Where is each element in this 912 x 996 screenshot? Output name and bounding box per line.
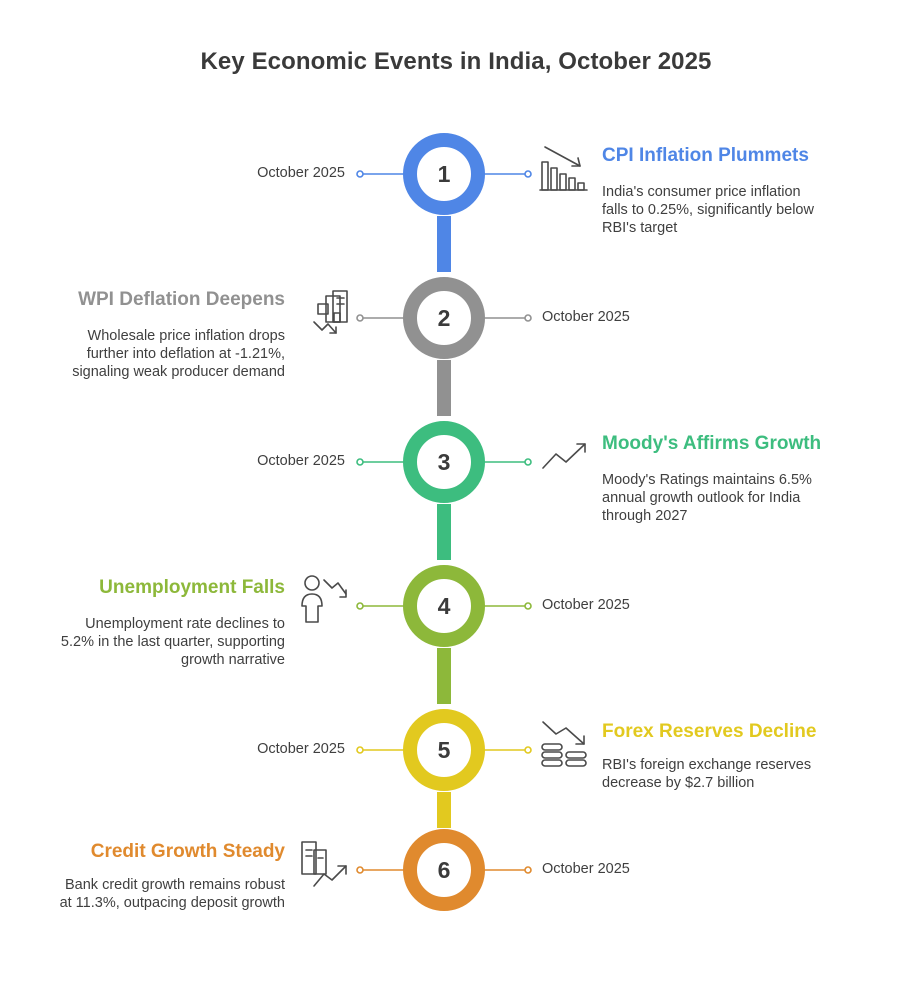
event-4-title: Unemployment Falls bbox=[99, 577, 285, 598]
step-ring-3 bbox=[410, 428, 478, 496]
step-ring-1 bbox=[410, 140, 478, 208]
event-5-description: RBI's foreign exchange reserves decrease by $2.7 billion bbox=[602, 757, 812, 791]
event-6-date: October 2025 bbox=[542, 861, 630, 877]
event-6-title: Credit Growth Steady bbox=[90, 841, 285, 862]
event-6-description: Bank credit growth remains robust at 11.3%, outpacing deposit growth bbox=[59, 877, 285, 911]
step-number-6: 6 bbox=[437, 857, 451, 883]
event-2-title: WPI Deflation Deepens bbox=[78, 289, 285, 310]
page-title: Key Economic Events in India, October 2025 bbox=[200, 48, 712, 75]
event-5-title: Forex Reserves Decline bbox=[602, 721, 817, 742]
coins-declining-icon bbox=[542, 722, 586, 766]
trend-up-icon bbox=[543, 444, 585, 468]
step-number-4: 4 bbox=[437, 593, 451, 619]
event-3-date: October 2025 bbox=[257, 453, 345, 469]
spine-segment-2 bbox=[437, 360, 451, 416]
bar-chart-declining-icon bbox=[540, 147, 587, 190]
event-2-date: October 2025 bbox=[542, 309, 630, 325]
spine-segment-4 bbox=[437, 648, 451, 704]
step-ring-5 bbox=[410, 716, 478, 784]
buildings-declining-icon bbox=[314, 291, 347, 333]
event-1-date: October 2025 bbox=[257, 165, 345, 181]
event-4-date: October 2025 bbox=[542, 597, 630, 613]
event-5-date: October 2025 bbox=[257, 741, 345, 757]
event-4-description: Unemployment rate declines to 5.2% in the last quarter, supporting growth narrative bbox=[60, 616, 285, 668]
step-number-5: 5 bbox=[437, 737, 451, 763]
event-1-title: CPI Inflation Plummets bbox=[602, 145, 809, 166]
spine-segment-1 bbox=[437, 216, 451, 272]
step-number-2: 2 bbox=[437, 305, 451, 331]
event-2-description: Wholesale price inflation drops further into deflation at -1.21%, signaling weak producer demand bbox=[72, 328, 285, 380]
spine-segment-5 bbox=[437, 792, 451, 828]
event-3-title: Moody's Affirms Growth bbox=[602, 433, 822, 454]
person-declining-icon bbox=[302, 576, 346, 622]
buildings-growth-icon bbox=[302, 842, 346, 886]
step-number-1: 1 bbox=[437, 161, 451, 187]
event-1-description: India's consumer price inflation falls to 0.25%, significantly below RBI's target bbox=[602, 184, 814, 236]
step-ring-2 bbox=[410, 284, 478, 352]
step-ring-4 bbox=[410, 572, 478, 640]
step-number-3: 3 bbox=[437, 449, 451, 475]
event-3-description: Moody's Ratings maintains 6.5% annual growth outlook for India through 2027 bbox=[602, 472, 812, 524]
spine-segment-3 bbox=[437, 504, 451, 560]
step-ring-6 bbox=[410, 836, 478, 904]
